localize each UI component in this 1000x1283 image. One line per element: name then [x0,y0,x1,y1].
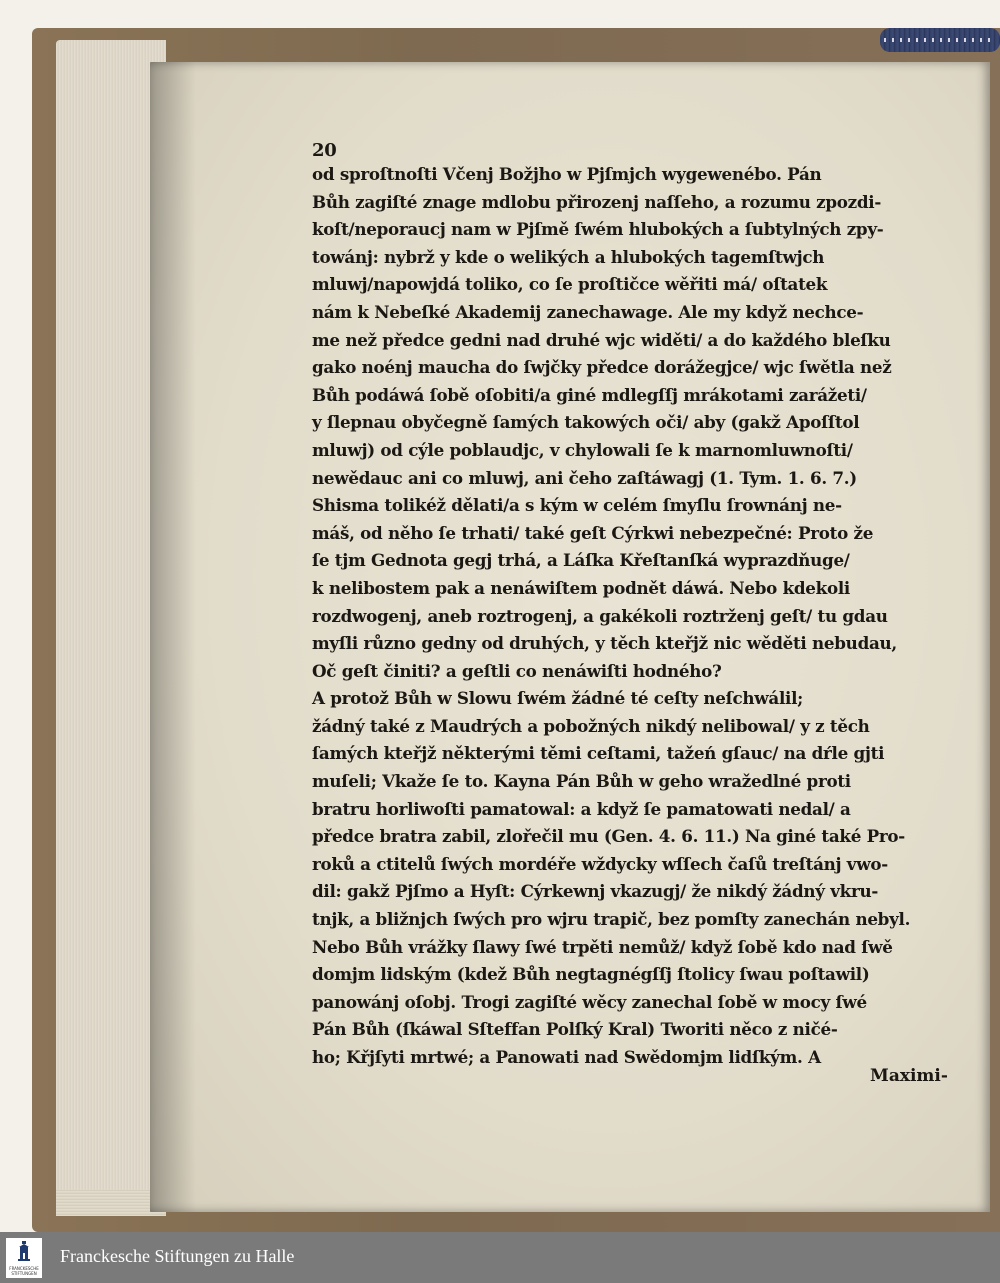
text-line: ho; Křjſyti mrtwé; a Panowati nad Swědomjm lidſkým. A [312,1048,821,1068]
institution-name[interactable]: Franckesche Stiftungen zu Halle [60,1246,295,1266]
text-line: me než předce gedni nad druhé wjc widěti/ a do každého bleſku [312,330,891,351]
text-line: Oč geſt činiti? a geſtli co nenáwiſti hodného? [312,661,722,682]
text-line: Nebo Bůh vrážky ſlawy ſwé trpěti nemůž/ když ſobě kdo nad ſwě [312,937,893,958]
text-line: y ſlepnau obyčegně ſamých takowých oči/ aby (gakž Apoſſtol [312,413,860,434]
text-line: koſt/neporaucj nam w Pjſmě ſwém hlubokých a ſubtylných zpy- [312,220,884,241]
catchword: Maximi- [870,1066,948,1086]
institution-logo[interactable] [6,1238,42,1278]
text-line: mluwj) od cýle poblaudjc, v chylowali ſe k marnomluwnoſti/ [312,440,853,461]
text-lines [312,162,977,1073]
orphanage-icon [18,1241,30,1263]
text-line: tnjk, a bližnjch ſwých pro wjru trapič, bez pomſty zanechán nebyl. [312,910,911,931]
text-line: k nelibostem pak a nenáwiſtem podnět dáwá. Nebo kdekoli [312,578,850,599]
text-line: mluwj/napowjdá toliko, co ſe proſtičce wěřiti má/ oſtatek [312,275,828,296]
footer-bar [0,1232,1000,1283]
text-line: ſamých kteřjž některými těmi ceſtami, tažeń gſauc/ na dŕle gjti [312,744,885,765]
page-number: 20 [312,140,337,161]
text-line: dil: gakž Pjſmo a Hyſt: Cýrkewnj vkazugj/ že nikdý žádný vkru- [312,882,879,903]
text-line: A protož Bůh w Slowu ſwém žádné té ceſty neſchwálil; [312,689,804,710]
logo-caption: FRANCKESCHE STIFTUNGEN [9,1266,39,1276]
text-line: žádný také z Maudrých a pobožných nikdý nelibowal/ y z těch [312,716,870,737]
bookmark-stitching [884,38,996,42]
text-line: panowánj oſobj. Trogi zagiſté wěcy zanechal ſobě w mocy ſwé [312,992,867,1013]
text-line: Bůh podáwá ſobě oſobiti/a giné mdlegſſj mrákotami zarážeti/ [312,385,867,406]
text-line: myſli různo gedny od druhých, y těch kteřjž nic wěděti nebudau, [312,634,897,655]
text-line: gako noénj maucha do ſwjčky předce dorážegjce/ wjc ſwětla než [312,358,892,379]
text-line: Shisma tolikéž dělati/a s kým w celém ſmyſlu ſrownánj ne- [312,496,842,517]
text-line: newědauc ani co mluwj, ani čeho zaſtáwagj (1. Tym. 1. 6. 7.) [312,468,857,489]
text-line: předce bratra zabil, zlořečil mu (Gen. 4. 6. 11.) Na giné také Pro- [312,827,905,848]
text-line: domjm lidským (kdež Bůh negtagnégſſj ſtolicy ſwau poſtawil) [312,965,870,986]
text-line: towánj: nybrž y kde o welikých a hlubokých tagemſtwjch [312,247,825,268]
gutter-shadow [150,62,196,1212]
text-line: ſe tjm Gednota gegj trhá, a Láſka Křeſtanſká wyprazdňuge/ [312,551,850,572]
text-line: nám k Nebeſké Akademij zanechawage. Ale my když nechce- [312,302,864,323]
text-line: od sproſtnoſti Včenj Božjho w Pjſmjch wygewenébo. Pán [312,165,822,185]
text-line: roků a ctitelů ſwých mordéře wždycky wſſech čaſů treſtánj vwo- [312,854,888,875]
text-line: muſeli; Vkaže ſe to. Kayna Pán Bůh w geho wražedlné proti [312,772,851,793]
text-line: máš, od něho ſe trhati/ také geſt Cýrkwi nebezpečné: Proto že [312,523,874,544]
text-line: Pán Bůh (ſkáwal Sſteffan Polſký Kral) Tworiti něco z ničé- [312,1020,838,1041]
text-line: rozdwogenj, aneb roztrogenj, a gakékoli roztrženj geſt/ tu gdau [312,606,888,627]
text-line: bratru horliwoſti pamatowal: a když ſe pamatowati nedal/ a [312,799,851,820]
text-line: Bůh zagiſté znage mdlobu přirozenj naſſeho, a rozumu zpozdi- [312,192,882,213]
